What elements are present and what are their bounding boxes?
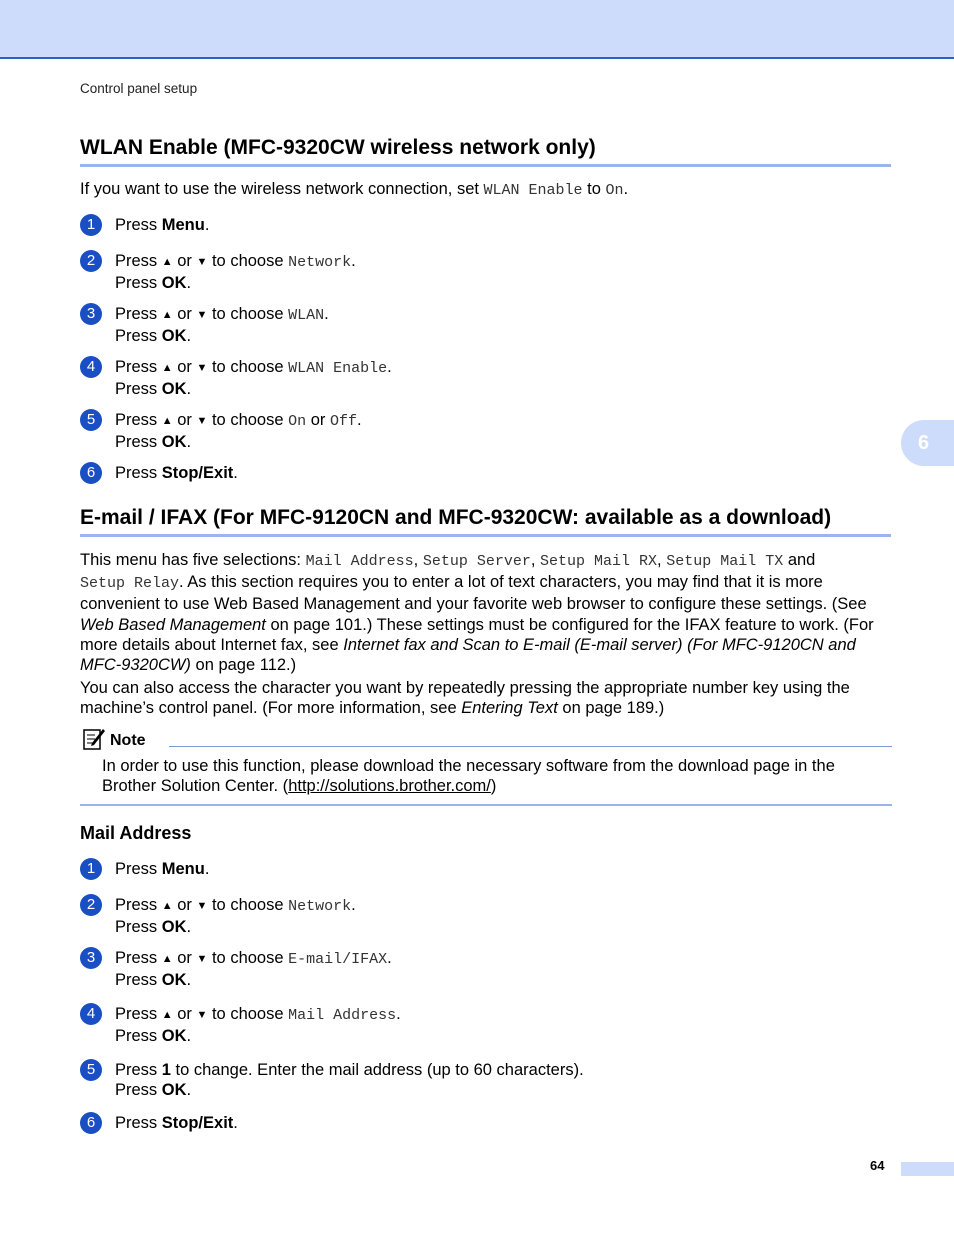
- running-header: Control panel setup: [80, 81, 198, 96]
- step-number-icon: 4: [80, 356, 102, 378]
- up-arrow-icon: ▲: [161, 256, 173, 268]
- section-heading-email-ifax: E-mail / IFAX (For MFC-9120CN and MFC-9320CW: available as a download): [80, 506, 891, 537]
- step-number-icon: 5: [80, 1059, 102, 1081]
- subsection-heading-mail-address: Mail Address: [80, 823, 192, 843]
- step-number-icon: 4: [80, 1003, 102, 1025]
- step-number-icon: 6: [80, 462, 102, 484]
- up-arrow-icon: ▲: [161, 362, 173, 374]
- step-number-icon: 1: [80, 858, 102, 880]
- up-arrow-icon: ▲: [161, 900, 173, 912]
- down-arrow-icon: ▼: [196, 1009, 208, 1021]
- note-label: Note: [110, 732, 146, 749]
- solutions-center-link[interactable]: http://solutions.brother.com/: [288, 777, 491, 796]
- section-heading-wlan-enable: WLAN Enable (MFC-9320CW wireless network only): [80, 136, 891, 167]
- header-band: [0, 0, 954, 59]
- note-pencil-icon: [82, 727, 106, 751]
- down-arrow-icon: ▼: [196, 953, 208, 965]
- step-number-icon: 2: [80, 250, 102, 272]
- note-bottom-rule: [80, 804, 892, 806]
- down-arrow-icon: ▼: [196, 362, 208, 374]
- note-divider: [169, 746, 892, 747]
- step-number-icon: 3: [80, 947, 102, 969]
- down-arrow-icon: ▼: [196, 415, 208, 427]
- step-number-icon: 5: [80, 409, 102, 431]
- down-arrow-icon: ▼: [196, 309, 208, 321]
- step-number-icon: 2: [80, 894, 102, 916]
- page-number: 64: [870, 1158, 885, 1173]
- up-arrow-icon: ▲: [161, 415, 173, 427]
- step-number-icon: 6: [80, 1112, 102, 1134]
- step-number-icon: 3: [80, 303, 102, 325]
- wlan-intro: If you want to use the wireless network connection, set WLAN Enable to On.: [80, 180, 629, 199]
- chapter-tab: 6: [901, 420, 954, 466]
- down-arrow-icon: ▼: [196, 256, 208, 268]
- character-entry-paragraph: You can also access the character you want by repeatedly pressing the appropriate number key using the machine’s control panel. (For more information, see Entering Text on page 189.): [80, 679, 850, 718]
- note-text: In order to use this function, please download the necessary software from the download page in the Brother Solution Center. (http://solutions.brother.com/): [102, 757, 835, 796]
- step-number-icon: 1: [80, 214, 102, 236]
- up-arrow-icon: ▲: [161, 309, 173, 321]
- footer-band: [901, 1162, 954, 1176]
- up-arrow-icon: ▲: [161, 953, 173, 965]
- up-arrow-icon: ▲: [161, 1009, 173, 1021]
- down-arrow-icon: ▼: [196, 900, 208, 912]
- email-ifax-description: This menu has five selections: Mail Address, Setup Server, Setup Mail RX, Setup Mail TX and Setup Relay. As this section requires you to enter a lot of text characters, you may find that it is more convenient to use Web Based Management and your favorite web browser to configure these settings. (See Web Based Management on page 101.) These settings must be configured for the IFAX feature to work. (For more details about Internet fax, see Internet fax and Scan to E-mail (E-mail server) (For MFC-9120CN and MFC-9320CW) on page 112.): [80, 551, 874, 675]
